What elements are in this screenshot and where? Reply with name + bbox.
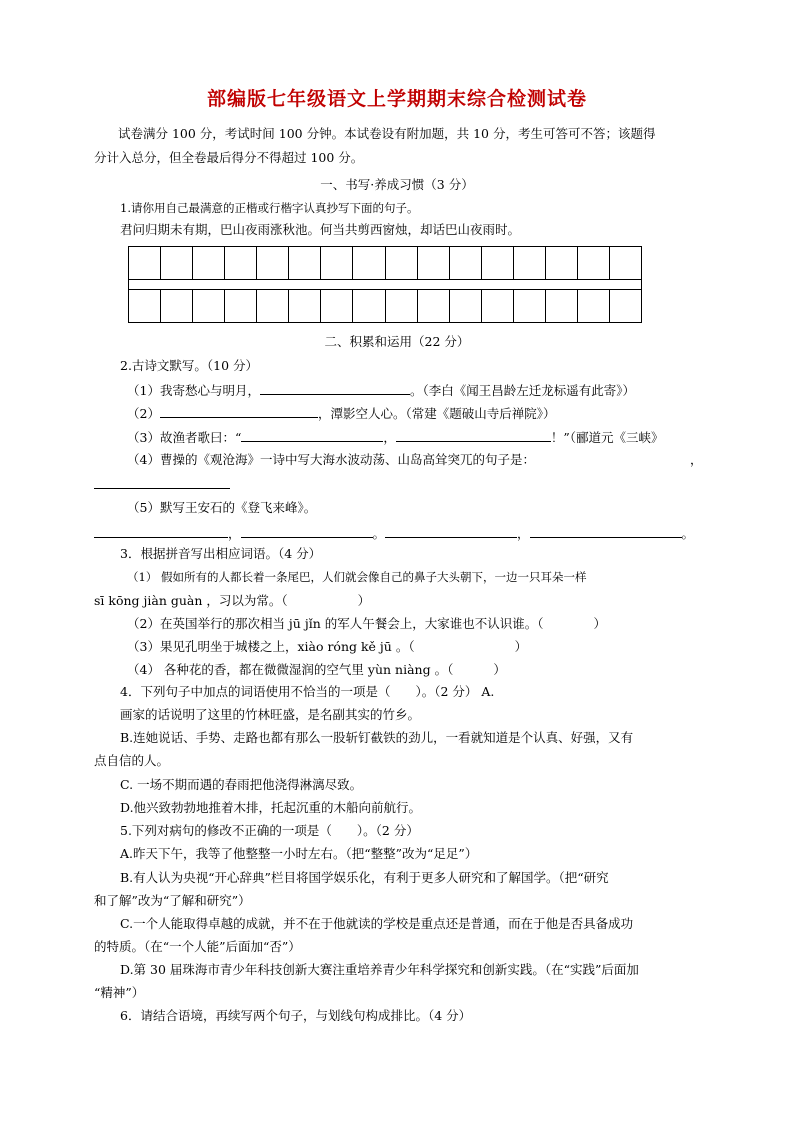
q2-item-1-text-a: （1）我寄愁心与明月， <box>127 383 260 398</box>
grid-cell[interactable] <box>450 290 482 322</box>
q2-item-4-comma: ， <box>690 452 703 467</box>
grid-cell[interactable] <box>482 290 514 322</box>
q3-item-2-text: （2）在英国举行的那次相当 jū jǐn 的军人午餐会上，大家谁也不认识谁。（ <box>127 616 544 631</box>
q3-item-1: （1） 假如所有的人都长着一条尾巴，人们就会像自己的鼻子大头朝下，一边一只耳朵一样 <box>127 570 587 584</box>
page-title: 部编版七年级语文上学期期末综合检测试卷 <box>206 88 587 110</box>
grid-cell[interactable] <box>161 247 193 279</box>
q4-title: 4．下列句子中加点的词语使用不恰当的一项是（ ）。（2 分） A. <box>120 684 495 699</box>
grid-cell[interactable] <box>129 290 161 322</box>
grid-cell[interactable] <box>289 247 321 279</box>
grid-cell[interactable] <box>321 247 353 279</box>
q5-title: 5.下列对病句的修改不正确的一项是（ ）。（2 分） <box>120 823 419 838</box>
q2-item-4-text-a: （4）曹操的《观沧海》一诗中写大海水波动荡、山岛高耸突兀的句子是： <box>127 452 535 467</box>
grid-cell[interactable] <box>418 290 450 322</box>
grid-cell[interactable] <box>193 290 225 322</box>
q4-option-d: D.他兴致勃勃地推着木排，托起沉重的木船向前航行。 <box>120 800 422 815</box>
copy-writing-grid[interactable] <box>128 246 642 323</box>
q4-option-c: C. 一场不期而遇的春雨把他浇得淋漓尽致。 <box>120 777 363 792</box>
q2-item-1-text-b: 。（李白《闻王昌龄左迁龙标遥有此寄》） <box>409 383 635 398</box>
grid-cell[interactable] <box>482 247 514 279</box>
q3-item-4-text: （4） 各种花的香，都在微微湿润的空气里 yùn niàng 。（ <box>127 662 454 677</box>
q5-option-d-line-2: “精神”） <box>94 985 145 1000</box>
grid-cell[interactable] <box>610 290 641 322</box>
q4-option-a: 画家的话说明了这里的竹林旺盛，是名副其实的竹乡。 <box>120 707 421 722</box>
grid-cell[interactable] <box>450 247 482 279</box>
grid-cell[interactable] <box>514 290 546 322</box>
section-1-heading: 一、书写·养成习惯（3 分） <box>320 177 474 192</box>
answer-blank[interactable] <box>160 404 318 418</box>
grid-cell[interactable] <box>257 247 289 279</box>
grid-cell[interactable] <box>578 247 610 279</box>
grid-cell[interactable] <box>514 247 546 279</box>
q2-item-3-text-c: ！”（郦道元《三峡》 <box>550 430 664 445</box>
q5-option-d-line-1: D.第 30 届珠海市青少年科技创新大赛注重培养青少年科学探究和创新实践。（在“实践”后面加 <box>120 962 639 977</box>
grid-cell[interactable] <box>161 290 193 322</box>
q2-item-4-blank-line <box>94 475 230 494</box>
q5-option-b-line-1: B.有人认为央视“开心辞典”栏目将国学娱乐化，有利于更多人研究和了解国学。（把“研究 <box>120 870 609 885</box>
bracket-close: ） <box>357 593 371 608</box>
grid-cell[interactable] <box>193 247 225 279</box>
grid-cell[interactable] <box>225 247 257 279</box>
q3-item-1-cont-text: sī kōng jiàn guàn ，习以为常。（ <box>94 593 288 608</box>
grid-cell[interactable] <box>546 247 578 279</box>
q3-item-2 <box>127 615 606 633</box>
answer-blank[interactable] <box>94 475 230 489</box>
q2-item-2-text-b: ，潭影空人心。（常建《题破山寺后禅院》） <box>317 406 556 421</box>
q3-item-1-cont <box>94 592 370 610</box>
grid-row-2[interactable] <box>128 289 642 323</box>
grid-gap <box>128 280 642 289</box>
q2-item-1 <box>127 381 635 400</box>
separator: 。 <box>372 526 386 541</box>
q1-sentence: 君问归期未有期，巴山夜雨涨秋池。何当共剪西窗烛，却话巴山夜雨时。 <box>120 222 521 237</box>
separator: ， <box>517 526 530 541</box>
grid-cell[interactable] <box>546 290 578 322</box>
answer-blank[interactable] <box>241 428 383 442</box>
grid-row-1[interactable] <box>128 246 642 280</box>
separator: ， <box>228 526 241 541</box>
q2-item-2 <box>127 404 555 423</box>
q5-option-a: A.昨天下午，我等了他整整一小时左右。（把“整整”改为“足足”） <box>120 846 478 861</box>
answer-blank[interactable] <box>260 381 410 395</box>
q3-title: 3．根据拼音写出相应词语。（4 分） <box>120 546 322 561</box>
q3-item-3 <box>127 638 527 656</box>
q2-item-3-text-b: ， <box>383 430 396 445</box>
q4-option-b-line-1: B.连她说话、手势、走路也都有那么一股斩钉截铁的劲儿，一看就知道是个认真、好强，又有 <box>120 730 634 745</box>
q5-option-b-line-2: 和了解”改为“了解和研究”） <box>94 893 251 908</box>
grid-cell[interactable] <box>129 247 161 279</box>
answer-blank[interactable] <box>396 428 551 442</box>
q2-item-5-blanks <box>94 524 694 543</box>
answer-blank[interactable] <box>385 524 517 538</box>
answer-blank[interactable] <box>241 524 373 538</box>
q2-item-4 <box>127 451 535 469</box>
q5-option-c-line-2: 的特质。（在“一个人能”后面加“否”） <box>94 939 301 954</box>
grid-cell[interactable] <box>353 247 385 279</box>
q4-option-b-line-2: 点自信的人。 <box>94 753 170 768</box>
answer-blank[interactable] <box>530 524 682 538</box>
grid-cell[interactable] <box>353 290 385 322</box>
grid-cell[interactable] <box>418 247 450 279</box>
q1-prompt: 1.请你用自己最满意的正楷或行楷字认真抄写下面的句子。 <box>120 201 419 215</box>
separator: 。 <box>681 526 695 541</box>
grid-cell[interactable] <box>578 290 610 322</box>
q6-title: 6．请结合语境，再续写两个句子，与划线句构成排比。（4 分） <box>120 1008 472 1023</box>
q5-option-c-line-1: C.一个人能取得卓越的成就，并不在于他就读的学校是重点还是普通，而在于他是否具备成功 <box>120 916 634 931</box>
q2-item-2-text-a: （2） <box>127 406 160 421</box>
grid-cell[interactable] <box>289 290 321 322</box>
q2-item-5: （5）默写王安石的《登飞来峰》。 <box>127 500 317 515</box>
grid-cell[interactable] <box>386 290 418 322</box>
bracket-close: ） <box>514 639 528 654</box>
q3-item-4 <box>127 661 506 679</box>
grid-cell[interactable] <box>386 247 418 279</box>
grid-cell[interactable] <box>257 290 289 322</box>
q2-item-3 <box>127 428 664 447</box>
q2-item-3-text-a: （3）故渔者歌曰：“ <box>127 430 242 445</box>
intro-line-1: 试卷满分 100 分，考试时间 100 分钟。本试卷设有附加题，共 10 分，考生可答可不答；该题得 <box>118 126 656 141</box>
grid-cell[interactable] <box>225 290 257 322</box>
answer-blank[interactable] <box>94 524 228 538</box>
q2-title: 2.古诗文默写。（10 分） <box>120 358 259 373</box>
intro-line-2: 分计入总分，但全卷最后得分不得超过 100 分。 <box>94 150 364 165</box>
grid-cell[interactable] <box>610 247 641 279</box>
grid-cell[interactable] <box>321 290 353 322</box>
q3-item-3-text: （3）果见孔明坐于城楼之上，xiào róng kě jū 。（ <box>127 639 415 654</box>
bracket-close: ） <box>493 662 506 677</box>
section-2-heading: 二、积累和运用（22 分） <box>324 334 470 349</box>
bracket-close: ） <box>593 616 606 631</box>
